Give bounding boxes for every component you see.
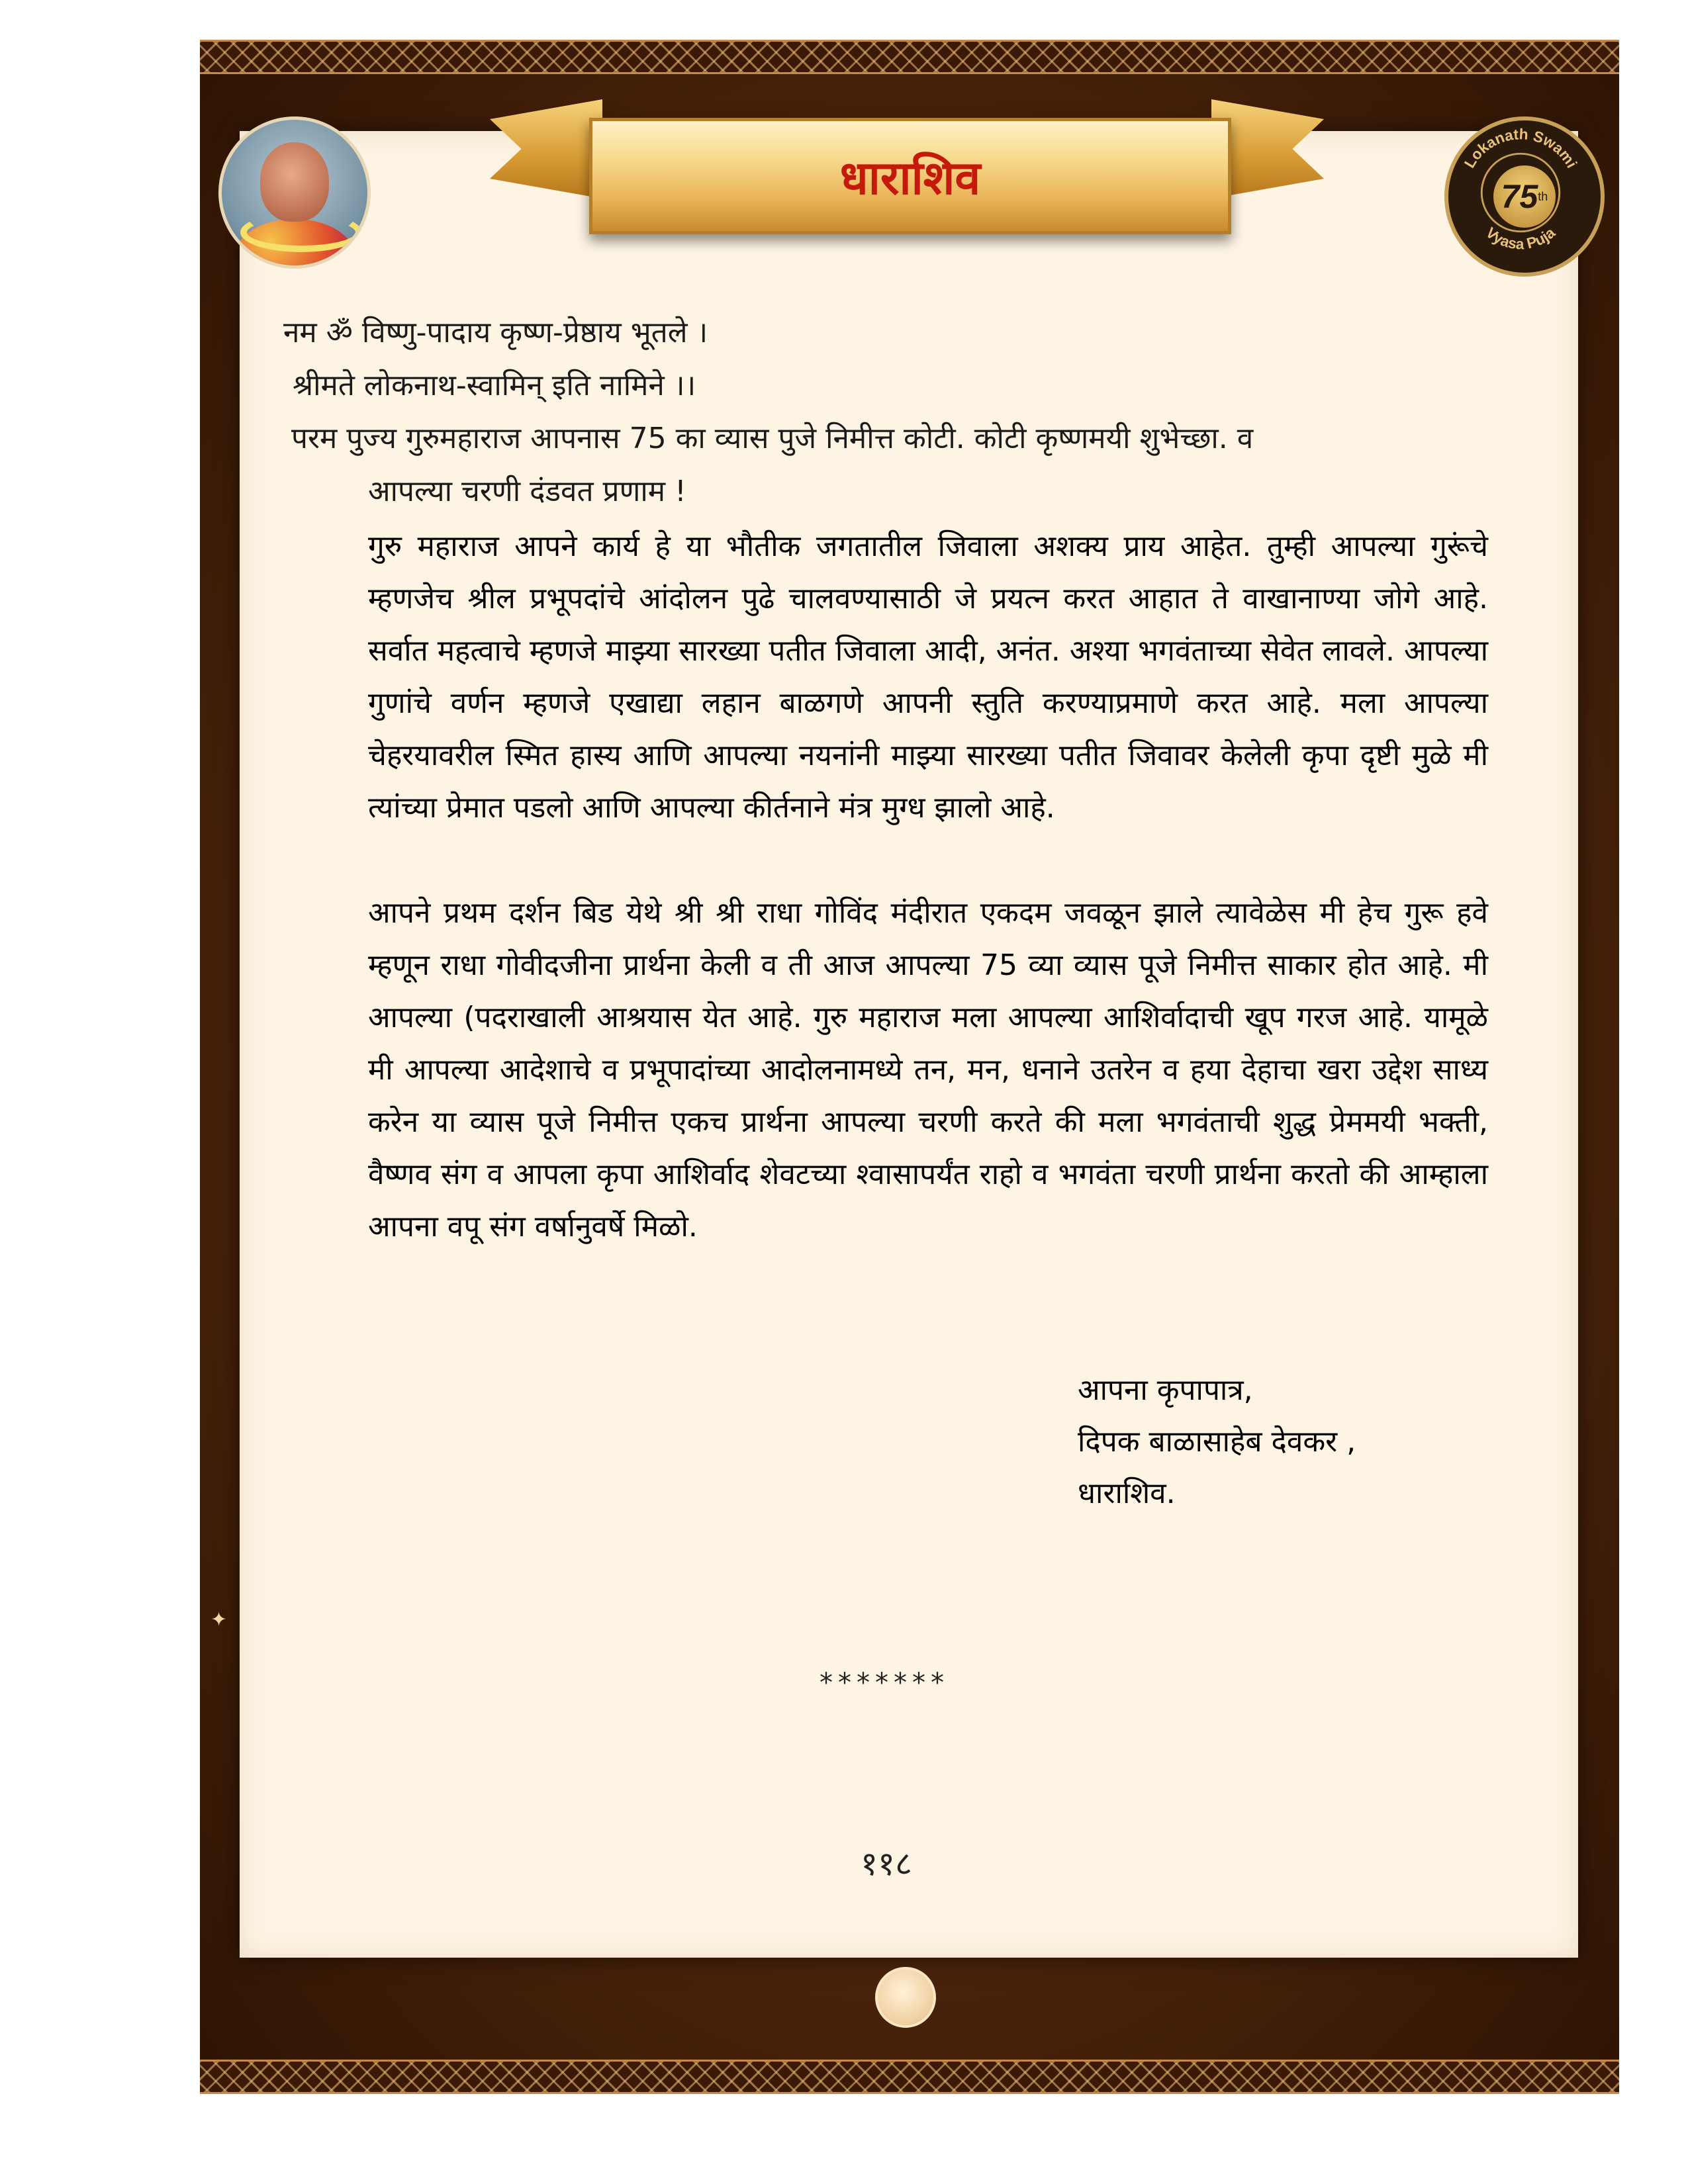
verse-line-1: नम ॐ विष्णु-पादाय कृष्ण-प्रेष्ठाय भूतले । <box>283 316 708 349</box>
svg-text:Vyasa Puja: Vyasa Puja <box>1482 224 1559 253</box>
title-ribbon <box>589 118 1231 234</box>
frame-knob-ornament <box>875 1967 936 2028</box>
page-number: ११८ <box>861 1844 912 1883</box>
signature-place: धाराशिव. <box>1078 1477 1176 1510</box>
verse-line-2: श्रीमते लोकनाथ-स्वामिन् इति नामिने ।। <box>293 369 696 402</box>
decorative-border-bottom <box>200 2060 1619 2094</box>
guru-portrait-image <box>218 116 371 269</box>
signature-name: दिपक बाळासाहेब देवकर , <box>1078 1425 1356 1459</box>
paragraph-2: आपने प्रथम दर्शन बिड येथे श्री श्री राधा गोविंद मंदीरात एकदम जवळून झाले त्यावेळेस मी हेच गुरू हवे म्हणून राधा गोवीदजीना प्रार्थना केली व ती आज आपल्या 75 व्या व्यास पूजे निमीत्त साकार होत आहे. मी आपल्या (पदराखाली आश्रयास येत आहे. गुरु महाराज मला आपल्या आशिर्वादाची खूप गरज आहे. यामूळे मी आपल्या आदेशाचे व प्रभूपादांच्या आदोलनामध्ये तन, मन, धनाने उतरेन व हया देहाचा खरा उद्देश साध्य करेन या व्यास पूजे निमीत्त एकच प्रार्थना आपल्या चरणी करते की मला भगवंताची शुद्ध प्रेममयी भक्ती, वैष्णव संग व आपला कृपा आशिर्वाद शेवटच्या श्वासापर्यंत राहो व भगवंता चरणी प्रार्थना करतो की आम्हाला आपना वपू संग वर्षानुवर्षे मिळो. <box>368 896 1488 1244</box>
svg-text:Lokanath Swami: Lokanath Swami <box>1460 125 1581 171</box>
sparkle-decoration: ✦ <box>211 1608 228 1631</box>
page-title: धाराशिव <box>839 151 981 205</box>
vyasa-puja-75-medallion: Lokanath Swami Vyasa Puja 75 th <box>1444 116 1605 277</box>
intro-line-1: परम पुज्य गुरुमहाराज आपनास 75 का व्यास पुजे निमीत्त कोटी. कोटी कृष्णमयी शुभेच्छा. व <box>291 422 1254 455</box>
paragraph-1: गुरु महाराज आपने कार्य हे या भौतीक जगतातील जिवाला अशक्य प्राय आहेत. तुम्ही आपल्या गुरूंचे म्हणजेच श्रील प्रभूपदांचे आंदोलन पुढे चालवण्यासाठी जे प्रयत्न करत आहात ते वाखानाण्या जोगे आहे. सर्वात महत्वाचे म्हणजे माझ्या सारख्या पतीत जिवाला आदी, अनंत. अश्या भगवंताच्या सेवेत लावले. आपल्या गुणांचे वर्णन म्हणजे एखाद्या लहान बाळगणे आपनी स्तुति करण्याप्रमाणे करत आहे. मला आपल्या चेहरयावरील स्मित हास्य आणि आपल्या नयनांनी माझ्या सारख्या पतीत जिवावर केलेली कृपा दृष्टी मुळे मी त्यांच्या प्रेमात पडलो आणि आपल्या कीर्तनाने मंत्र मुग्ध झालो आहे. <box>368 529 1488 825</box>
intro-line-2: आपल्या चरणी दंडवत प्रणाम ! <box>368 475 686 508</box>
decorative-border-top <box>200 40 1619 74</box>
signature-line-1: आपना कृपापात्र, <box>1078 1373 1253 1407</box>
section-separator: ******* <box>820 1668 949 1698</box>
